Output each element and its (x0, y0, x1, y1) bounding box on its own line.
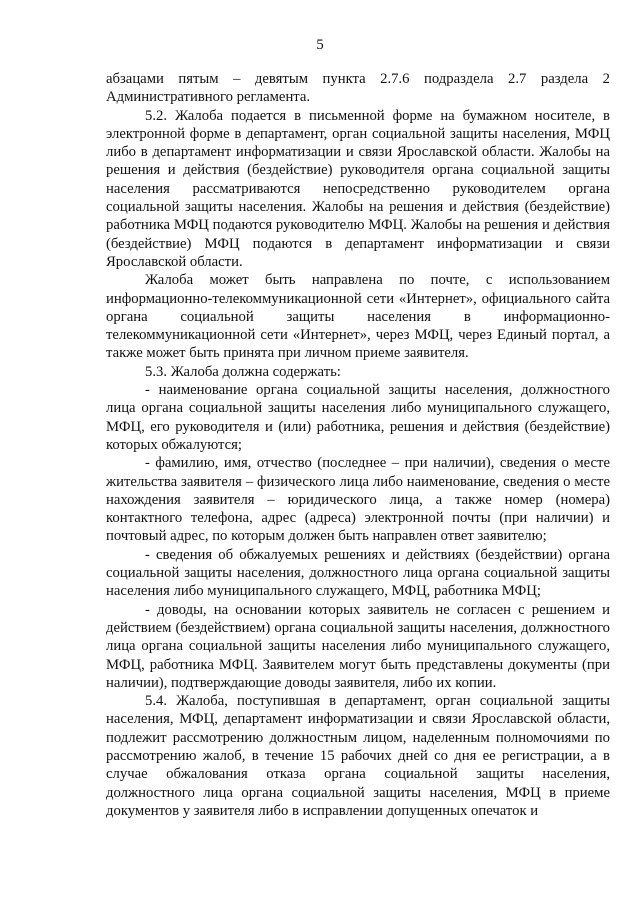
paragraph-continuation: абзацами пятым – девятым пункта 2.7.6 подраздела 2.7 раздела 2 Административного регламента. (106, 71, 610, 106)
paragraph-5-2: 5.2. Жалоба подается в письменной форме на бумажном носителе, в электронной форме в департамент, орган социальной защиты населения, МФЦ либо в департамент информатизации и связи Ярославской области. Жалобы на решения и действия (бездействие) руководителя органа социальной защиты населения рассматриваются непосредственно руководителем органа социальной защиты населения. Жалобы на решения и действия (бездействие) работника МФЦ подаются руководителю МФЦ. Жалобы на решения и действия (бездействие) МФЦ подаются в департамент информатизации и связи Ярославской области. (106, 107, 610, 270)
list-item-decisions: - сведения об обжалуемых решениях и действиях (бездействии) органа социальной защиты населения, должностного лица органа социальной защиты населения либо муниципального служащего, МФЦ, работника МФЦ; (106, 546, 610, 600)
document-body (106, 70, 610, 820)
list-item-applicant: - фамилию, имя, отчество (последнее – при наличии), сведения о месте жительства заявителя – физического лица либо наименование, сведения о месте нахождения заявителя – юридического лица, а также номер (номера) контактного телефона, адрес (адреса) электронной почты (при наличии) и почтовый адрес, по которым должен быть направлен ответ заявителю; (106, 455, 610, 545)
paragraph-5-3: 5.3. Жалоба должна содержать: (145, 363, 341, 380)
paragraph-submission-methods: Жалоба может быть направлена по почте, с использованием информационно-телекоммуникационной сети «Интернет», официального сайта органа социальной защиты населения в информационно-телекоммуникационной сети «Интернет», через МФЦ, через Единый портал, а также может быть принята при личном приеме заявителя. (106, 272, 610, 362)
paragraph-5-4: 5.4. Жалоба, поступившая в департамент, орган социальной защиты населения, МФЦ, департамент информатизации и связи Ярославской области, подлежит рассмотрению должностным лицом, наделенным полномочиями по рассмотрению жалоб, в течение 15 рабочих дней со дня ее регистрации, а в случае обжалования отказа органа социальной защиты населения, должностного лица органа социальной защиты населения, МФЦ в приеме документов у заявителя либо в исправлении допущенных опечаток и (106, 693, 610, 819)
page-number: 5 (316, 37, 324, 53)
list-item-name: - наименование органа социальной защиты населения, должностного лица органа социальной защиты населения либо муниципального служащего, МФЦ, его руководителя и (или) работника, решения и действия (бездействие) которых обжалуются; (106, 382, 610, 453)
list-item-arguments: - доводы, на основании которых заявитель не согласен с решением и действием (бездействием) органа социальной защиты населения, должностного лица органа социальной защиты населения либо муниципального служащего, МФЦ, работника МФЦ. Заявителем могут быть представлены документы (при наличии), подтверждающие доводы заявителя, либо их копии. (106, 601, 610, 691)
